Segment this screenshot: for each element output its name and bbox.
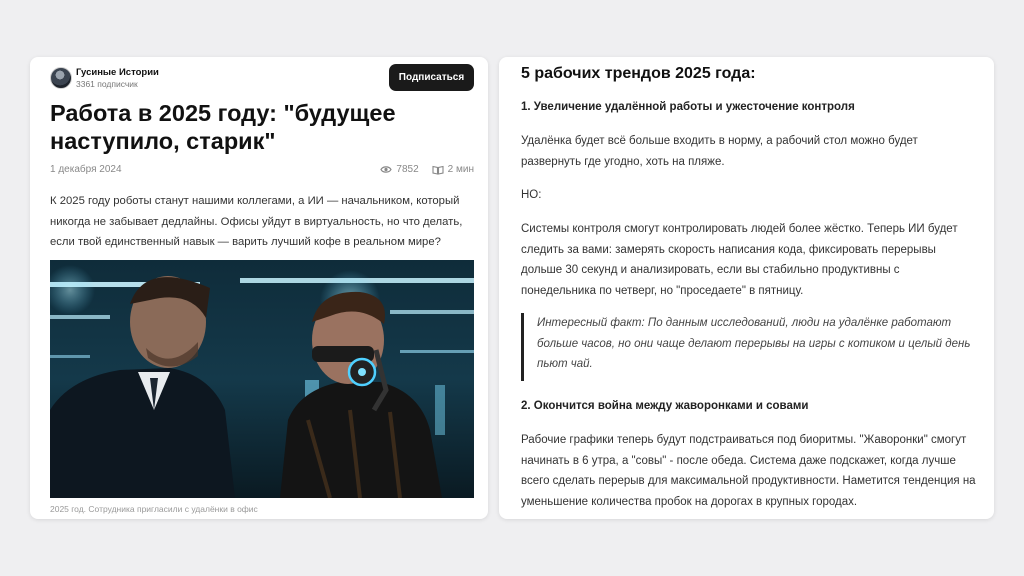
read-time: 2 мин xyxy=(447,164,474,175)
channel-avatar[interactable] xyxy=(50,67,72,89)
author-row xyxy=(50,65,474,93)
section-1-paragraph-2: НО: xyxy=(521,189,542,201)
channel-name[interactable]: Гусиные Истории xyxy=(76,67,159,78)
article-card xyxy=(30,57,488,519)
hero-image xyxy=(50,260,474,498)
subscribe-button[interactable]: Подписаться xyxy=(389,64,474,91)
eye-icon xyxy=(380,165,392,174)
article-lead: К 2025 году роботы станут нашими коллегами, а ИИ — начальником, который никогда не забывает дедлайны. Офисы уйдут в виртуальность, но что делать, если твой единственный навык — варить лучший кофе в реальном мире? xyxy=(50,195,463,248)
book-icon xyxy=(432,165,444,175)
section-1-paragraph-1: Удалёнка будет всё больше входить в норму, а рабочий стол можно будет развернуть где угодно, хоть на пляже. xyxy=(521,135,918,168)
image-caption: 2025 год. Сотрудника пригласили с удалёнки в офис xyxy=(50,504,258,514)
subscriber-count: 3361 подписчик xyxy=(76,79,138,89)
section-2-paragraph-1: Рабочие графики теперь будут подстраиваться под биоритмы. "Жаворонки" смогут начинать в 6 утра, а "совы" - после обеда. Система даже подскажет, когда лучше всего сделать перерыв для максимальной продуктивности. Наметится тенденция на уменьшение количества пробок на дорогах в крупных городах. xyxy=(521,434,976,508)
trends-heading: 5 рабочих трендов 2025 года: xyxy=(521,65,756,82)
fact-quote: Интересный факт: По данным исследований, люди на удалёнке работают больше часов, но они чаще делают перерывы на игры с котиком и целый день пьют чай. xyxy=(521,313,976,381)
article-title: Работа в 2025 году: "будущее наступило, старик" xyxy=(50,100,396,154)
view-count: 7852 xyxy=(396,164,419,175)
article-meta xyxy=(50,164,474,178)
hero-illustration xyxy=(50,260,474,498)
article-stats xyxy=(380,164,474,175)
section-1-title: 1. Увеличение удалённой работы и ужесточение контроля xyxy=(521,101,855,113)
section-1-paragraph-3: Системы контроля смогут контролировать людей более жёстко. Теперь ИИ будет следить за вами: замерять скорость написания кода, фиксировать перерывы дольше 30 секунд и анализировать, если вы стабильно продуктивны с понедельника по четверг, но "проседаете" в пятницу. xyxy=(521,223,958,297)
publish-date: 1 декабря 2024 xyxy=(50,164,122,175)
section-2-title: 2. Окончится война между жаворонками и совами xyxy=(521,400,809,412)
article-body-card xyxy=(499,57,994,519)
